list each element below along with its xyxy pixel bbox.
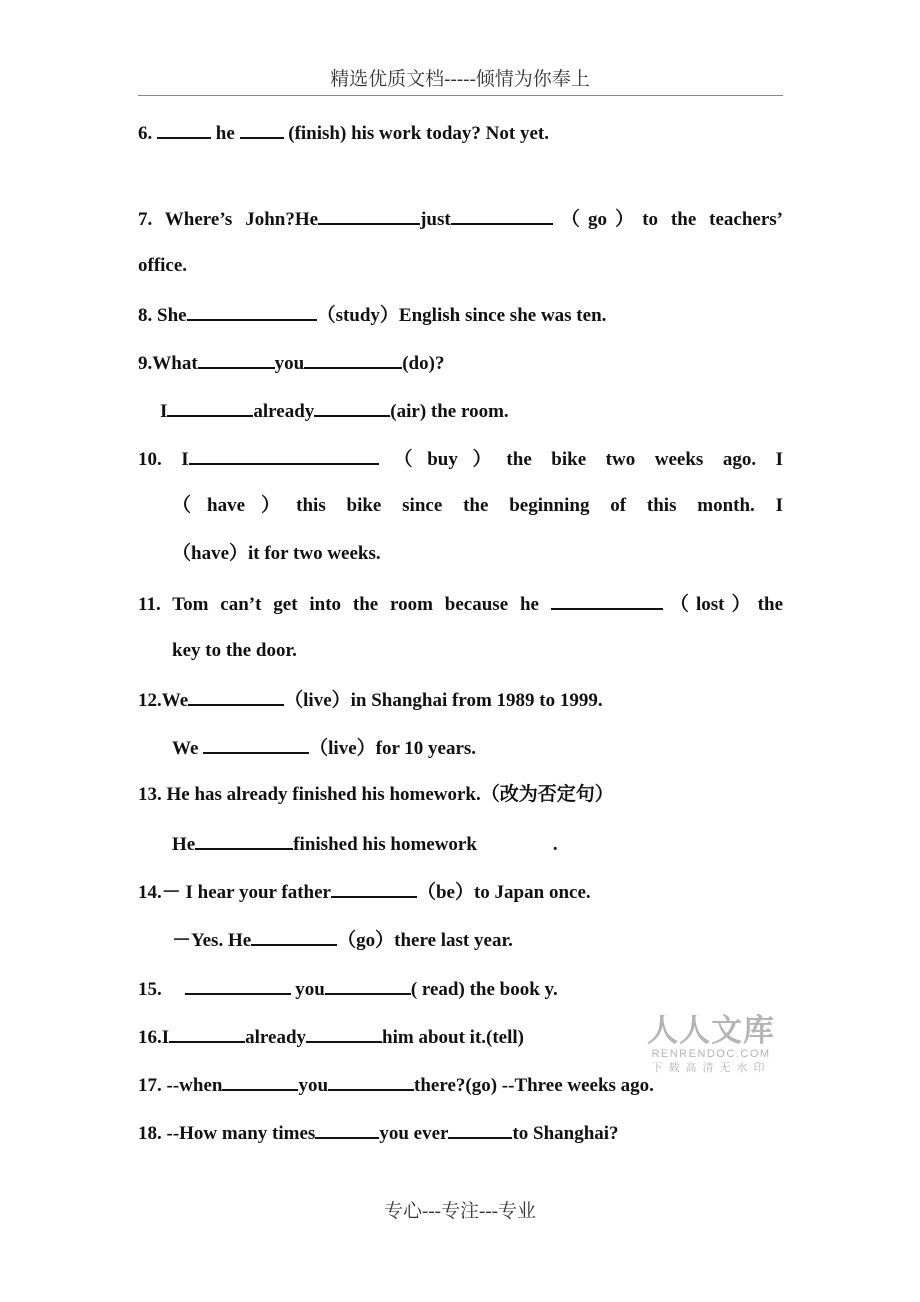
answer-blank[interactable]	[240, 120, 284, 139]
question-10-line2: （have）this bike since the beginning of this month. I	[172, 495, 783, 516]
answer-blank[interactable]	[189, 446, 379, 465]
answer-blank[interactable]	[185, 976, 291, 995]
answer-blank[interactable]	[169, 1024, 245, 1043]
question-14-reply: －Yes. He （go）there last year.	[172, 927, 513, 953]
watermark-title: 人人文库	[647, 1013, 775, 1048]
question-12-line2: We （live）for 10 years.	[172, 735, 476, 761]
answer-blank[interactable]	[315, 1120, 379, 1139]
answer-blank[interactable]	[314, 398, 390, 417]
question-9-answer: I already (air) the room.	[160, 398, 509, 424]
answer-blank[interactable]	[328, 1072, 414, 1091]
question-10-line3: （have）it for two weeks.	[172, 543, 381, 564]
question-17: 17. --when you there?(go) --Three weeks ago.	[138, 1072, 654, 1098]
question-10: 10. I （buy）the bike two weeks ago. I	[138, 446, 783, 472]
question-9: 9.What you (do)?	[138, 350, 444, 376]
header-rule	[138, 95, 783, 96]
watermark-logo	[646, 1014, 776, 1075]
question-11-cont: key to the door.	[172, 640, 297, 661]
watermark-domain: RENRENDOC.COM	[651, 1048, 771, 1060]
question-8: 8. She （study）English since she was ten.	[138, 302, 606, 328]
question-6: 6. he (finish) his work today? Not yet.	[138, 120, 549, 146]
answer-blank[interactable]	[304, 350, 402, 369]
answer-blank[interactable]	[188, 687, 284, 706]
question-15: 15. you ( read) the book y.	[138, 976, 558, 1002]
answer-blank[interactable]	[157, 120, 211, 139]
answer-blank[interactable]	[318, 206, 420, 225]
answer-blank[interactable]	[251, 927, 337, 946]
question-13-answer: He finished his homework .	[172, 831, 558, 857]
answer-blank[interactable]	[551, 591, 663, 610]
answer-blank[interactable]	[306, 1024, 382, 1043]
question-11: 11. Tom can’t get into the room because he （lost）the	[138, 591, 783, 617]
question-18: 18. --How many times you ever to Shanghai?	[138, 1120, 619, 1146]
answer-blank[interactable]	[198, 350, 275, 369]
watermark-tagline: 下载高清无水印	[651, 1062, 771, 1074]
question-12: 12.We （live）in Shanghai from 1989 to 1999.	[138, 687, 603, 713]
page-header: 精选优质文档-----倾情为你奉上	[330, 69, 590, 90]
answer-blank[interactable]	[222, 1072, 298, 1091]
question-16: 16.I already him about it.(tell)	[138, 1024, 524, 1050]
question-7: 7. Where’s John?He just （go）to the teachers’	[138, 206, 783, 232]
answer-blank[interactable]	[203, 735, 309, 754]
answer-blank[interactable]	[187, 302, 317, 321]
question-7-cont: office.	[138, 255, 188, 276]
page-footer: 专心---专注---专业	[384, 1201, 536, 1222]
answer-blank[interactable]	[451, 206, 553, 225]
answer-blank[interactable]	[448, 1120, 512, 1139]
answer-blank[interactable]	[195, 831, 293, 850]
question-14: 14.－ I hear your father （be）to Japan once.	[138, 879, 591, 905]
answer-blank[interactable]	[325, 976, 411, 995]
answer-blank[interactable]	[167, 398, 253, 417]
question-13: 13. He has already finished his homework.（改为否定句）	[138, 784, 614, 805]
answer-blank[interactable]	[331, 879, 417, 898]
